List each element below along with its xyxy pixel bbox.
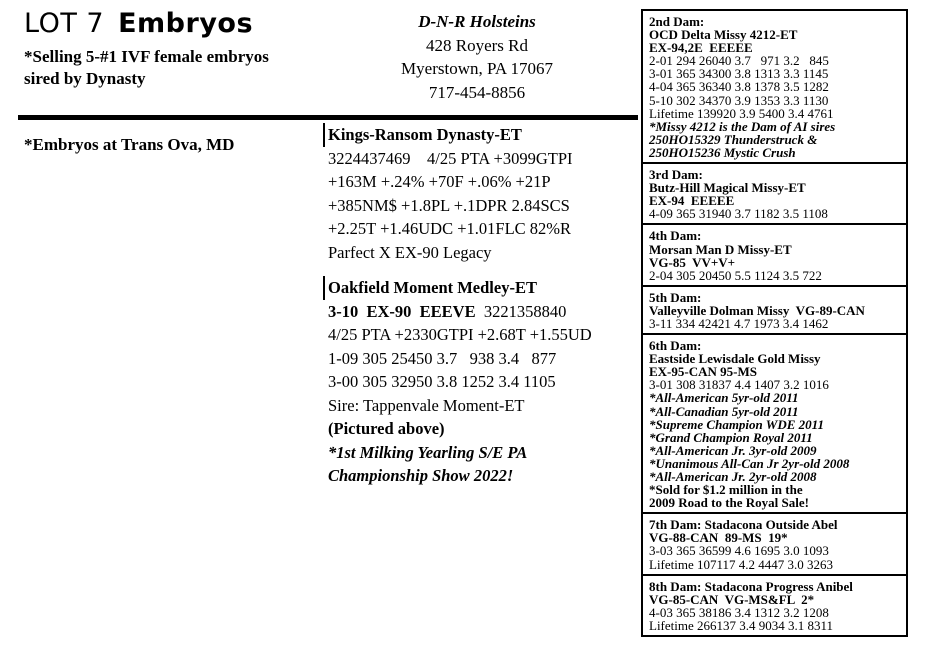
ancestor-dam-section xyxy=(643,168,906,225)
dam-sale-note: 2009 Road to the Royal Sale! xyxy=(649,495,809,511)
dam-note: *All-American 5yr-old 2011 xyxy=(649,390,799,406)
dam-heading: Eastside Lewisdale Gold Missy xyxy=(649,351,821,367)
sire-line: Parfect X EX-90 Legacy xyxy=(328,242,492,262)
header-divider xyxy=(18,115,638,120)
ancestor-dam-section xyxy=(643,339,906,514)
dam-heading: 7th Dam: Stadacona Outside Abel xyxy=(649,517,838,533)
dam-name: Oakfield Moment Medley-ET xyxy=(328,278,537,297)
lot-title xyxy=(24,8,253,39)
dam-heading: OCD Delta Missy 4212-ET xyxy=(649,27,798,43)
dam-reg-number: 3221358840 xyxy=(475,301,567,321)
production-record: 4-03 365 38186 3.4 1312 3.2 1208 xyxy=(649,604,829,620)
dam-note: *Missy 4212 is the Dam of AI sires xyxy=(649,118,836,134)
dam-line: 3-00 305 32950 3.8 1252 3.4 1105 xyxy=(328,372,556,391)
ancestor-dam-section xyxy=(643,518,906,575)
production-record: 4-04 365 36340 3.8 1378 3.5 1282 xyxy=(649,79,829,95)
pictured-note: (Pictured above) xyxy=(328,419,445,438)
dam-line: Sire: Tappenvale Moment-ET xyxy=(328,395,525,415)
dam-heading: EX-94 EEEEE xyxy=(649,193,735,209)
lot-number: LOT 7 xyxy=(24,8,105,39)
production-record: 4-09 365 31940 3.7 1182 3.5 1108 xyxy=(649,206,828,222)
embryo-location-note: *Embryos at Trans Ova, MD xyxy=(24,135,235,154)
farm-address-line2: Myerstown, PA 17067 xyxy=(401,59,553,78)
embryo-sire-note: sired by Dynasty xyxy=(24,69,146,88)
production-record: 3-01 308 31837 4.4 1407 3.2 1016 xyxy=(649,377,829,393)
dam-note: *Unanimous All-Can Jr 2yr-old 2008 xyxy=(649,455,850,471)
dam-heading: Morsan Man D Missy-ET xyxy=(649,241,792,257)
farm-address-line1: 428 Royers Rd xyxy=(426,35,528,55)
ancestor-dam-section xyxy=(643,15,906,164)
dam-line: 4/25 PTA +2330GTPI +2.68T +1.55UD xyxy=(328,325,592,344)
production-record: Lifetime 107117 4.2 4447 3.0 3263 xyxy=(649,556,834,572)
sire-accent-bar xyxy=(323,123,325,147)
dam-heading: 2nd Dam: xyxy=(649,14,705,29)
sire-name: Kings-Ransom Dynasty-ET xyxy=(328,125,522,144)
dam-heading: EX-94,2E EEEEE xyxy=(649,40,753,56)
production-record: 3-11 334 42421 4.7 1973 3.4 1462 xyxy=(649,315,829,331)
dam-score: 3-10 EX-90 EEEVE xyxy=(328,301,476,321)
dam-heading: Valleyville Dolman Missy VG-89-CAN xyxy=(649,302,865,318)
dam-heading: 8th Dam: Stadacona Progress Anibel xyxy=(649,578,853,594)
dam-classification xyxy=(328,300,592,324)
farm-name: D-N-R Holsteins xyxy=(418,12,536,31)
production-record: 2-01 294 26040 3.7 971 3.2 845 xyxy=(649,53,829,69)
farm-phone: 717-454-8856 xyxy=(428,82,526,102)
dam-line: 1-09 305 25450 3.7 938 3.4 877 xyxy=(328,348,557,368)
dam-award-note: Championship Show 2022! xyxy=(328,466,514,485)
dam-heading: 4th Dam: xyxy=(649,228,702,244)
ancestor-dam-section xyxy=(643,229,906,286)
dam-note: *Grand Champion Royal 2011 xyxy=(649,429,813,445)
dam-heading: EX-95-CAN 95-MS xyxy=(649,364,757,380)
dam-heading: VG-85 VV+V+ xyxy=(649,254,736,270)
pedigree-box xyxy=(641,9,908,637)
sire-block xyxy=(328,123,573,264)
dam-note: *All-American Jr. 2yr-old 2008 xyxy=(649,469,817,484)
production-record: Lifetime 139920 3.9 5400 3.4 4761 xyxy=(649,105,834,121)
sire-line: 3224437469 4/25 PTA +3099GTPI xyxy=(328,148,573,168)
dam-block xyxy=(328,276,592,488)
production-record: 3-01 365 34300 3.8 1313 3.3 1145 xyxy=(649,66,829,82)
dam-award-note: *1st Milking Yearling S/E PA xyxy=(328,442,528,462)
sire-line: +163M +.24% +70F +.06% +21P xyxy=(328,172,551,191)
dam-note: 250HO15329 Thunderstruck & xyxy=(649,131,818,147)
ancestor-dam-section xyxy=(643,580,906,635)
dam-note: *All-Canadian 5yr-old 2011 xyxy=(649,403,799,419)
dam-sale-note: *Sold for $1.2 million in the xyxy=(649,482,803,498)
dam-heading: VG-88-CAN 89-MS 19* xyxy=(649,530,788,546)
dam-note: 250HO15236 Mystic Crush xyxy=(649,144,796,160)
dam-heading: VG-85-CAN VG-MS&FL 2* xyxy=(649,591,815,607)
dam-note: *Supreme Champion WDE 2011 xyxy=(649,416,824,432)
dam-note: *All-American Jr. 3yr-old 2009 xyxy=(649,442,817,458)
sire-line: +385NM$ +1.8PL +.1DPR 2.84SCS xyxy=(328,195,570,215)
production-record: 2-04 305 20450 5.5 1124 3.5 722 xyxy=(649,267,822,283)
production-record: Lifetime 266137 3.4 9034 3.1 8311 xyxy=(649,617,834,633)
lot-heading: Embryos xyxy=(118,8,254,39)
consignor-block xyxy=(372,10,582,104)
dam-accent-bar xyxy=(323,276,325,300)
production-record: 3-03 365 36599 4.6 1695 3.0 1093 xyxy=(649,543,829,559)
production-record: 5-10 302 34370 3.9 1353 3.3 1130 xyxy=(649,92,829,108)
dam-heading: Butz-Hill Magical Missy-ET xyxy=(649,180,806,196)
dam-heading: 5th Dam: xyxy=(649,289,702,305)
dam-heading: 6th Dam: xyxy=(649,338,702,354)
dam-heading: 3rd Dam: xyxy=(649,167,703,183)
sire-line: +2.25T +1.46UDC +1.01FLC 82%R xyxy=(328,219,572,238)
ancestor-dam-section xyxy=(643,291,906,335)
embryo-sale-note: *Selling 5-#1 IVF female embryos xyxy=(24,47,269,66)
